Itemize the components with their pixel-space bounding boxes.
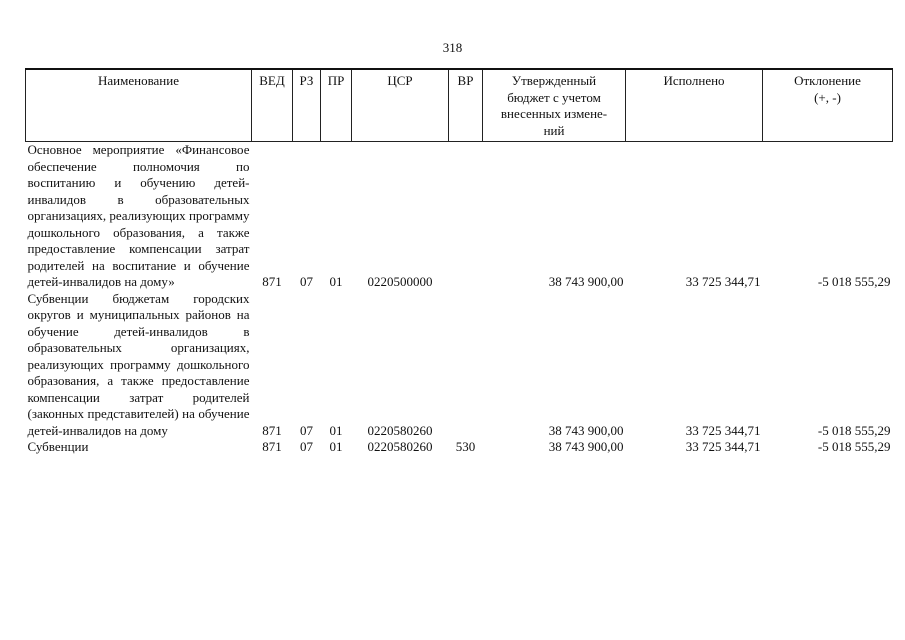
row-approved: 38 743 900,00 — [548, 422, 624, 438]
table-row — [26, 291, 893, 440]
row-vr: 530 — [455, 439, 476, 454]
table-body — [26, 142, 893, 456]
row-rz: 07 — [300, 422, 313, 438]
header-name: Наименование — [26, 69, 252, 142]
row-name: Субвенции бюджетам городских округов и муниципальных районов на обучение детей-инвалидов в образовательных организациях, реализующих программу дошкольного образования, а также предоставление компенсации затрат родителей (законных представителей) на обучение детей-инвалидов на дому — [27, 290, 250, 438]
row-pr: 01 — [329, 422, 343, 438]
row-vr — [449, 142, 483, 291]
header-csr: ЦСР — [352, 69, 449, 142]
row-deviation: -5 018 555,29 — [817, 274, 891, 289]
row-pr: 01 — [329, 274, 343, 289]
row-rz: 07 — [300, 274, 313, 289]
header-approved-line-1: Утвержденный — [511, 73, 597, 88]
row-approved: 38 743 900,00 — [548, 439, 624, 454]
header-approved-line-3: внесенных измене- — [500, 106, 608, 121]
row-rz: 07 — [300, 439, 313, 454]
header-pr: ПР — [321, 69, 352, 142]
header-deviation-line-1: Отклонение — [794, 73, 861, 88]
row-ved: 871 — [262, 274, 282, 289]
row-csr: 0220580260 — [367, 439, 433, 454]
header-rz: РЗ — [293, 69, 321, 142]
row-approved: 38 743 900,00 — [548, 274, 624, 289]
row-deviation: -5 018 555,29 — [817, 422, 891, 438]
header-row — [26, 69, 893, 142]
header-executed: Исполнено — [626, 69, 763, 142]
header-approved-line-4: ний — [543, 122, 565, 138]
row-vr — [449, 291, 483, 440]
row-ved: 871 — [262, 422, 282, 438]
row-csr: 0220500000 — [367, 274, 433, 289]
row-name: Субвенции — [27, 439, 89, 454]
header-vr: ВР — [449, 69, 483, 142]
row-pr: 01 — [329, 439, 343, 454]
header-deviation — [763, 69, 893, 142]
row-ved: 871 — [262, 439, 282, 454]
table-row — [26, 439, 893, 456]
row-name: Основное мероприятие «Финансовое обеспечение полномочия по воспитанию и обучению детей-инвалидов в образовательных организациях, реализующих программу дошкольного образования, а также предоставление компенсации затрат родителей на воспитание и обучение детей-инвалидов на дому» — [27, 142, 250, 289]
row-executed: 33 725 344,71 — [685, 439, 761, 454]
row-csr: 0220580260 — [367, 422, 433, 438]
table-header — [26, 69, 893, 142]
table-row — [26, 142, 893, 291]
header-ved: ВЕД — [252, 69, 293, 142]
header-deviation-line-2: (+, -) — [814, 89, 841, 105]
budget-execution-table — [25, 68, 893, 456]
page-number: 318 — [442, 40, 463, 55]
header-approved-budget — [483, 69, 626, 142]
row-executed: 33 725 344,71 — [685, 422, 761, 438]
row-deviation: -5 018 555,29 — [817, 439, 891, 454]
header-approved-line-2: бюджет с учетом — [507, 89, 601, 105]
row-executed: 33 725 344,71 — [685, 274, 761, 289]
